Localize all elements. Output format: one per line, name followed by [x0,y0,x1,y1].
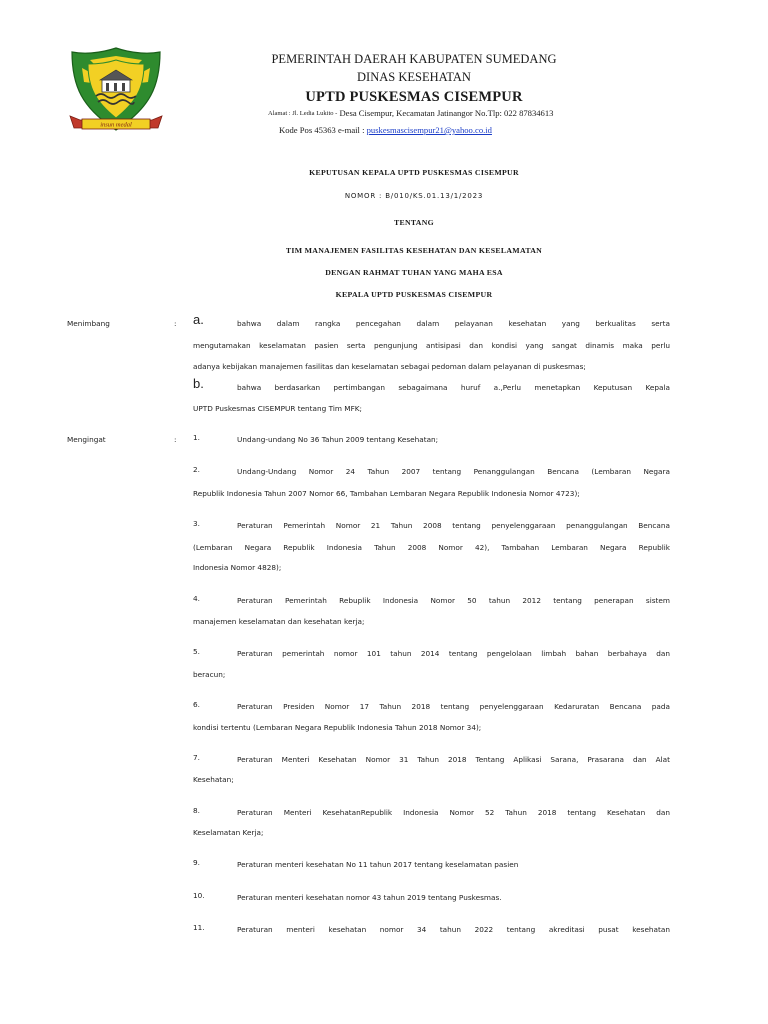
letterhead-institution: UPTD PUSKESMAS CISEMPUR [305,89,523,105]
item-line: Peraturan menteri kesehatan No 11 tahun 2017 tentang keselamatan pasien [237,860,519,869]
item-line: Peraturan Menteri KesehatanRepublik Indonesia Nomor 52 Tahun 2018 tentang Kesehatan dan [237,808,670,817]
menimbang-b-line: UPTD Puskesmas CISEMPUR tentang Tim MFK; [193,404,363,413]
menimbang-b-line: bahwa berdasarkan pertimbangan sebagaimana huruf a.,Perlu menetapkan Keputusan Kepala [237,383,670,392]
item-line: Peraturan Presiden Nomor 17 Tahun 2018 tentang penyelenggaraan Kedaruratan Bencana pada [237,702,670,711]
item-line: (Lembaran Negara Republik Indonesia Tahun 2008 Nomor 42), Tambahan Lembaran Negara Republik [193,543,670,552]
item-number: 4. [193,594,200,603]
decree-grace: DENGAN RAHMAT TUHAN YANG MAHA ESA [325,268,503,277]
item-line: Peraturan Pemerintah Rebuplik Indonesia Nomor 50 tahun 2012 tentang penerapan sistem [237,596,670,605]
email-link[interactable]: puskesmascisempur21@yahoo.co.id [366,125,492,135]
item-number: 11. [193,923,205,932]
letterhead-contact [279,125,492,135]
menimbang-b-letter: b. [193,376,204,391]
menimbang-a-letter: a. [193,312,204,327]
item-line: Republik Indonesia Tahun 2007 Nomor 66, Tambahan Lembaran Negara Republik Indonesia Nomor 4723); [193,489,580,498]
item-number: 9. [193,858,200,867]
item-number: 2. [193,465,200,474]
mengingat-colon: : [174,435,177,444]
item-line: Undang-undang No 36 Tahun 2009 tentang Kesehatan; [237,435,439,444]
item-line: Peraturan menteri kesehatan nomor 34 tahun 2022 tentang akreditasi pusat kesehatan [237,925,670,934]
menimbang-label: Menimbang [67,319,110,328]
item-line: kondisi tertentu (Lembaran Negara Republik Indonesia Tahun 2018 Nomor 34); [193,723,482,732]
letterhead-government: PEMERINTAH DAERAH KABUPATEN SUMEDANG [271,52,557,66]
logo-ribbon-text: insun medal [100,121,132,129]
item-number: 10. [193,891,205,900]
decree-heading: KEPUTUSAN KEPALA UPTD PUSKESMAS CISEMPUR [309,168,519,177]
item-number: 3. [193,519,200,528]
decree-head: KEPALA UPTD PUSKESMAS CISEMPUR [335,290,493,299]
item-line: Indonesia Nomor 4828); [193,563,282,572]
address-prefix: Alamat : Jl. Ledia Lukito - [268,110,338,117]
decree-subject: TIM MANAJEMEN FASILITAS KESEHATAN DAN KESELAMATAN [285,246,543,255]
item-line: beracun; [193,670,226,679]
letterhead-department: DINAS KESEHATAN [357,70,471,84]
item-number: 8. [193,806,200,815]
item-line: Undang-Undang Nomor 24 Tahun 2007 tentang Penanggulangan Bencana (Lembaran Negara [237,467,670,476]
menimbang-a-line: mengutamakan keselamatan pasien serta pengunjung antisipasi dan kondisi yang sangat dinamis maka perlu [193,341,670,350]
address-text: Desa Cisempur, Kecamatan Jatinangor No.Tlp: 022 87834613 [337,108,554,118]
item-line: Peraturan menteri kesehatan nomor 43 tahun 2019 tentang Puskesmas. [237,893,502,902]
item-line: manajemen keselamatan dan kesehatan kerja; [193,617,365,626]
decree-about: TENTANG [393,218,435,227]
item-line: Peraturan Pemerintah Nomor 21 Tahun 2008 tentang penyelenggaraan penanggulangan Bencana [237,521,670,530]
decree-number: NOMOR : B/010/KS.01.13/1/2023 [344,192,484,200]
item-number: 6. [193,700,200,709]
letterhead-address [268,108,553,118]
item-line: Keselamatan Kerja; [193,828,264,837]
item-line: Kesehatan; [193,775,234,784]
item-line: Peraturan Menteri Kesehatan Nomor 31 Tahun 2018 Tentang Aplikasi Sarana, Prasarana dan Alat [237,755,670,764]
menimbang-a-line: bahwa dalam rangka pencegahan dalam pelayanan kesehatan yang berkualitas serta [237,319,670,328]
menimbang-a-line: adanya kebijakan manajemen fasilitas dan keselamatan sebagai pedoman dalam pelayanan di puskesmas; [193,362,586,371]
postal-code: Kode Pos 45363 e-mail : [279,125,367,135]
menimbang-colon: : [174,319,177,328]
item-number: 5. [193,647,200,656]
item-number: 7. [193,753,200,762]
mengingat-label: Mengingat [67,435,106,444]
item-line: Peraturan pemerintah nomor 101 tahun 2014 tentang pengelolaan limbah bahan berbahaya dan [237,649,670,658]
item-number: 1. [193,433,200,442]
